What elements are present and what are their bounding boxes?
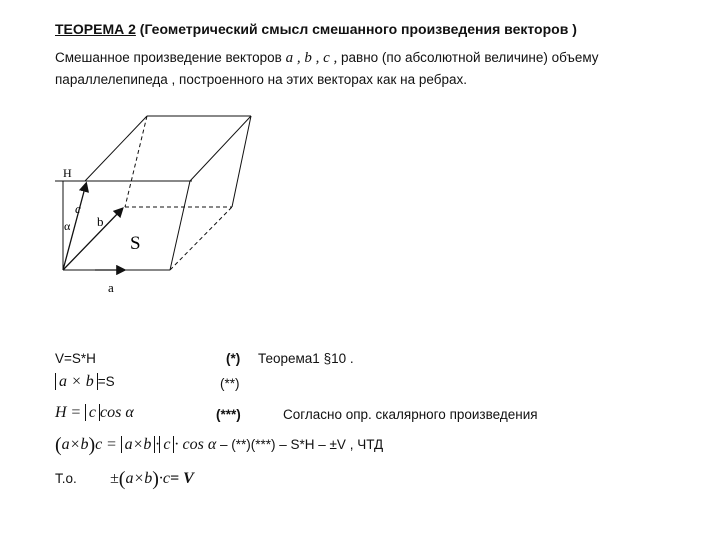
- top-left-edge: [85, 116, 147, 181]
- vec-b: b: [143, 436, 152, 453]
- paren-open: (: [55, 434, 62, 456]
- cross-sign: ×: [132, 436, 144, 453]
- formula-conclusion-expr: [110, 468, 194, 491]
- vec-b: b: [85, 373, 94, 390]
- back-right-edge: [232, 116, 251, 207]
- back-left-edge: [125, 116, 147, 207]
- label-b: b: [97, 214, 104, 229]
- base-right-edge: [170, 207, 232, 270]
- top-right-edge: [190, 116, 251, 181]
- abs-c: c: [159, 436, 174, 453]
- cos-alpha: cos α: [100, 404, 134, 421]
- intro-text-part1: Смешанное произведение векторов: [55, 50, 282, 65]
- front-right-edge: [170, 181, 190, 270]
- eq-volume: = V: [170, 470, 194, 487]
- eq-sign: =: [70, 404, 82, 421]
- formula-volume-expr: V=S*H: [55, 351, 96, 366]
- dot-sign: ·: [158, 470, 163, 487]
- label-a: a: [108, 280, 114, 295]
- intro-text-part2: равно (по абсолютной величине) объему: [341, 50, 599, 65]
- conclusion-prefix: T.o.: [55, 471, 77, 486]
- cos-alpha: · cos α: [174, 436, 217, 453]
- theorem-subtitle: (Геометрический смысл смешанного произведения векторов ): [139, 21, 577, 37]
- formula-height-note: Согласно опр. скалярного произведения: [283, 407, 538, 422]
- eq-sign: =: [106, 436, 117, 453]
- vector-b: [63, 209, 122, 270]
- formula-volume-tag: (*): [226, 351, 241, 366]
- vec-c: c: [162, 470, 171, 487]
- intro-vectors: a , b , c ,: [285, 50, 338, 66]
- vec-c: c: [95, 436, 103, 453]
- vec-b: b: [80, 436, 89, 453]
- pm-sign: ±: [110, 470, 119, 487]
- formula-mixed-rest: – (**)(***) – S*H – ±V: [219, 437, 346, 452]
- label-h: H: [63, 166, 72, 180]
- formula-area-rhs: =S: [97, 374, 115, 389]
- theorem-label: ТЕОРЕМА 2: [55, 21, 136, 37]
- dot-sign: ·: [155, 436, 160, 453]
- qed-text: , ЧТД: [349, 437, 384, 452]
- vec-a: a: [125, 470, 134, 487]
- formula-volume-note: Теорема1 §10 .: [258, 351, 354, 366]
- vec-a: a: [124, 436, 133, 453]
- height-symbol: H: [55, 404, 67, 421]
- label-c: c: [75, 201, 81, 216]
- abs-cross-product: [121, 436, 156, 453]
- abs-cross-product: [55, 373, 98, 390]
- paren-close: ): [152, 468, 159, 490]
- abs-c: c: [85, 404, 100, 421]
- label-alpha: α: [64, 219, 71, 233]
- intro-text-line2: параллелепипеда , построенного на этих векторах как на ребрах.: [55, 72, 467, 87]
- vec-b: b: [144, 470, 153, 487]
- paren-close: ): [88, 434, 96, 456]
- cross-sign: ×: [71, 373, 82, 390]
- formula-height: [55, 404, 134, 422]
- cross-sign: ×: [133, 470, 145, 487]
- vec-a: a: [59, 373, 67, 390]
- formula-area-tag: (**): [220, 376, 240, 391]
- label-s: S: [130, 233, 141, 254]
- formula-volume: [55, 351, 96, 366]
- paren-open: (: [118, 468, 126, 490]
- formula-height-tag: (***): [216, 407, 241, 422]
- vec-a: a: [61, 436, 70, 453]
- formula-area: [55, 373, 115, 390]
- formula-mixed-product: [55, 434, 383, 457]
- cross-sign: ×: [69, 436, 81, 453]
- formula-conclusion: [55, 471, 77, 486]
